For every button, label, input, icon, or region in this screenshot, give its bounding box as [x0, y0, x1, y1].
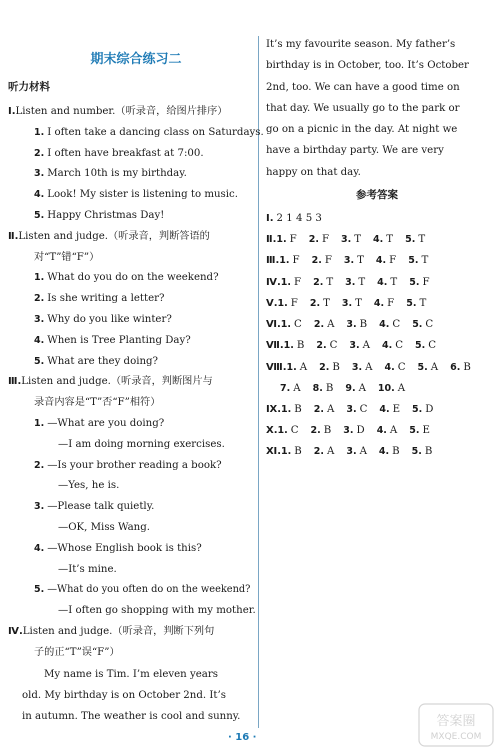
answer-item	[376, 255, 396, 266]
answer-item	[279, 255, 299, 266]
answer-roman: Ⅵ.	[266, 319, 281, 331]
answer-number: 2.	[308, 234, 319, 246]
item-number: 4.	[34, 189, 45, 201]
answer-item	[345, 277, 365, 288]
answer-number: 6.	[450, 361, 461, 373]
answer-number: 1.	[279, 255, 290, 267]
answer-number: 5.	[409, 276, 420, 288]
passage-line: It’s my favourite season. My father’s	[266, 39, 456, 50]
answer-number: 1.	[281, 446, 292, 458]
answer-item	[409, 277, 429, 288]
answer-item	[346, 404, 367, 415]
item-number: 3.	[34, 501, 45, 513]
answer-roman: Ⅰ.	[266, 213, 274, 225]
item-text: I often have breakfast at 7:00.	[47, 147, 204, 159]
answer-item	[417, 362, 438, 373]
answer-value: C	[392, 319, 401, 331]
answer-value: C	[329, 340, 338, 352]
answer-number: 4.	[378, 446, 390, 458]
answer-value: C	[290, 425, 299, 437]
answer-roman: Ⅶ.	[266, 340, 284, 352]
q4-instruction-line2: 子的正“T”误“F”）	[34, 646, 120, 658]
dialogue-question	[20, 456, 252, 477]
item-text: What are they doing?	[47, 355, 159, 367]
answer-row	[266, 420, 488, 441]
dialogue-answer: —I often go shopping with my mother.	[58, 605, 256, 617]
answer-row	[266, 293, 488, 314]
answer-item	[412, 319, 433, 330]
answer-item	[349, 340, 370, 351]
item-text: Happy Christmas Day!	[47, 209, 165, 221]
svg-text:MXQE.COM: MXQE.COM	[430, 732, 482, 742]
answer-value: A	[359, 446, 367, 458]
answer-item	[313, 383, 334, 394]
answer-value: B	[296, 340, 305, 352]
q3-roman: Ⅲ.	[8, 376, 22, 388]
answer-value: E	[392, 403, 401, 415]
passage-right	[266, 34, 488, 183]
answer-item	[405, 234, 425, 245]
q1-instruction-text: Listen and number.（听录音，给图片排序）	[15, 106, 228, 117]
answer-item	[310, 298, 330, 309]
answer-item	[346, 319, 367, 330]
q4-instruction	[8, 622, 252, 643]
answer-value: C	[425, 319, 434, 331]
answer-item	[319, 362, 340, 373]
q1-roman: Ⅰ.	[8, 106, 16, 117]
answer-row	[266, 208, 488, 229]
answer-value: T	[355, 297, 362, 309]
answer-value: B	[359, 319, 368, 331]
answer-item	[450, 362, 471, 373]
dialogue-question	[20, 580, 252, 601]
answer-number: 5.	[408, 255, 419, 267]
item-text: What do you do on the weekend?	[47, 272, 219, 284]
passage-line: happy on that day.	[266, 166, 361, 178]
answer-value: B	[463, 361, 471, 373]
answer-roman: Ⅲ.	[266, 255, 280, 267]
dialogue-question	[20, 414, 252, 435]
answer-item	[412, 404, 433, 415]
list-item	[20, 185, 252, 206]
item-number: 2.	[34, 459, 45, 471]
answer-value: T	[354, 234, 362, 246]
dialogue-question	[20, 539, 252, 560]
right-column	[266, 40, 488, 463]
answer-value: C	[397, 361, 406, 373]
answer-value: A	[389, 425, 398, 437]
answer-number: 3.	[346, 403, 357, 415]
item-text: When is Tree Planting Day?	[47, 334, 191, 346]
answer-row	[266, 272, 488, 293]
answer-number: 3.	[343, 255, 355, 267]
answer-number: 5.	[405, 234, 416, 246]
passage-line: old. My birthday is on October 2nd. It’s	[22, 689, 226, 701]
dialogue-answer: —I am doing morning exercises.	[58, 438, 225, 450]
answer-item	[373, 234, 393, 245]
passage-line: in autumn. The weather is cool and sunny.	[22, 711, 241, 723]
answer-number: 2.	[313, 276, 324, 288]
answer-value: B	[325, 382, 334, 394]
answer-value: C	[359, 403, 368, 415]
answer-value: E	[422, 425, 430, 437]
answer-item	[342, 298, 362, 309]
passage-line: go on a picnic in the day. At night we	[266, 124, 458, 136]
answer-number: 3.	[349, 340, 360, 352]
answer-roman: Ⅷ.	[266, 361, 287, 373]
answer-value: 2 1 4 5 3	[276, 213, 322, 225]
answer-item	[276, 234, 296, 245]
item-number: 3.	[34, 313, 45, 325]
answers-heading: 参考答案	[356, 189, 398, 202]
answer-item	[274, 213, 322, 224]
answer-value: T	[358, 276, 366, 288]
answer-number: 4.	[379, 403, 390, 415]
answer-number: 4.	[373, 234, 384, 246]
answer-item	[281, 277, 301, 288]
answer-item	[382, 340, 403, 351]
answer-value: D	[425, 403, 434, 415]
dialogue-answer: —OK, Miss Wang.	[58, 521, 150, 533]
q3-instruction-line2: 录音内容是“T”否“F”相符）	[34, 397, 161, 409]
answer-value: F	[324, 255, 332, 267]
passage-line: have a birthday party. We are very	[266, 145, 444, 157]
answer-item	[346, 446, 367, 457]
answer-row	[266, 399, 488, 420]
answer-number: 1.	[286, 361, 297, 373]
answer-value: C	[294, 319, 302, 331]
answer-number: 3.	[346, 319, 357, 331]
answer-value: C	[428, 340, 437, 352]
answer-value: F	[321, 234, 330, 246]
answer-number: 1.	[283, 340, 294, 352]
answer-value: F	[389, 255, 397, 267]
answer-item	[280, 383, 301, 394]
passage-left	[20, 664, 252, 728]
answer-number: 3.	[341, 234, 352, 246]
item-number: 2.	[34, 293, 45, 305]
answer-value: F	[290, 297, 298, 309]
q1-instruction	[8, 102, 252, 123]
answer-item	[341, 234, 361, 245]
answer-number: 3.	[345, 276, 356, 288]
q2-instruction	[8, 227, 252, 248]
answer-item	[343, 425, 364, 436]
answer-value: T	[390, 276, 398, 288]
answer-item	[406, 298, 426, 309]
answer-value: B	[332, 361, 340, 373]
answer-value: A	[362, 340, 371, 352]
answer-number: 5.	[417, 361, 428, 373]
passage-line: birthday is in October, too. It’s October	[266, 60, 469, 72]
answer-number: 4.	[382, 340, 393, 352]
answer-number: 5.	[412, 319, 423, 331]
answer-item	[408, 255, 428, 266]
answer-number: 5.	[415, 340, 426, 352]
answer-number: 3.	[343, 425, 354, 437]
answer-item	[377, 277, 397, 288]
item-text: —Is your brother reading a book?	[47, 459, 222, 471]
answer-roman: Ⅹ.	[266, 425, 278, 437]
list-item	[20, 352, 252, 373]
item-number: 5.	[34, 355, 45, 367]
item-text: —Whose English book is this?	[47, 542, 202, 554]
answer-value: A	[326, 403, 335, 415]
svg-text:答案圈: 答案圈	[436, 714, 476, 729]
answer-roman: Ⅺ.	[266, 446, 281, 458]
answer-value: F	[387, 297, 395, 309]
list-item	[20, 289, 252, 310]
list-item	[20, 144, 252, 165]
answer-number: 8.	[312, 382, 323, 394]
item-text: Why do you like winter?	[47, 313, 172, 325]
answer-value: A	[293, 382, 301, 394]
section-heading-listening: 听力材料	[8, 81, 50, 93]
answer-value: F	[294, 276, 302, 288]
answer-number: 4.	[377, 276, 388, 288]
list-item	[20, 310, 252, 331]
answer-number: 2.	[319, 361, 330, 373]
item-number: 4.	[34, 334, 45, 346]
answer-row	[266, 441, 488, 462]
answer-item	[379, 446, 400, 457]
answer-value: T	[419, 297, 427, 309]
answer-item	[377, 425, 398, 436]
watermark-logo	[418, 703, 494, 747]
answer-number: 7.	[280, 382, 291, 394]
answer-roman: Ⅱ.	[266, 234, 277, 246]
answer-value: T	[357, 255, 364, 267]
answer-number: 2.	[313, 446, 324, 458]
answer-row	[266, 250, 488, 271]
answer-item	[314, 319, 335, 330]
answer-number: 1.	[280, 276, 292, 288]
answer-value: B	[323, 425, 332, 437]
answer-value: F	[289, 234, 297, 246]
answer-number: 1.	[276, 234, 287, 246]
answer-number: 2.	[311, 255, 322, 267]
answer-roman: Ⅴ.	[266, 297, 278, 309]
answer-number: 1.	[281, 403, 292, 415]
answer-value: T	[326, 276, 334, 288]
answer-row	[266, 314, 488, 335]
answer-number: 3.	[346, 446, 357, 458]
answer-number: 4.	[376, 425, 387, 437]
answer-number: 2.	[313, 319, 325, 331]
answer-value: A	[326, 446, 335, 458]
answer-item	[316, 340, 337, 351]
answer-number: 2.	[310, 425, 321, 437]
page-title: 期末综合练习二	[90, 52, 182, 67]
q4-instruction-line1: Listen and judge.（听录音，判断下列句	[22, 625, 215, 637]
answer-row	[266, 229, 488, 250]
answer-number: 5.	[406, 297, 417, 309]
answer-roman: Ⅸ.	[266, 403, 282, 415]
answer-value: B	[392, 446, 400, 458]
answer-number: 9.	[345, 382, 356, 394]
answer-number: 2.	[316, 340, 327, 352]
left-column	[8, 40, 264, 727]
item-number: 1.	[34, 126, 45, 138]
q3-instruction	[8, 372, 252, 393]
answer-number: 4.	[379, 319, 390, 331]
item-number: 1.	[34, 272, 45, 284]
answer-row	[266, 357, 488, 378]
answer-value: T	[323, 297, 330, 309]
answer-roman: Ⅳ.	[266, 276, 281, 288]
item-text: Is she writing a letter?	[47, 293, 165, 305]
answer-item	[278, 425, 299, 436]
passage-line: that day. We usually go to the park or	[266, 102, 460, 114]
dialogue-answer: —It’s mine.	[58, 563, 117, 575]
passage-line: My name is Tim. I’m eleven years	[44, 668, 218, 680]
answer-number: 5.	[412, 403, 423, 415]
answer-key	[266, 208, 488, 462]
answer-value: A	[358, 382, 366, 394]
q4-roman: Ⅳ.	[8, 625, 23, 637]
answer-item	[281, 404, 302, 415]
answer-value: B	[424, 446, 433, 458]
item-text: I often take a dancing class on Saturdays.	[47, 126, 264, 138]
item-number: 4.	[34, 542, 45, 554]
answer-number: 5.	[409, 425, 420, 437]
answer-value: A	[430, 361, 439, 373]
answer-item	[284, 340, 305, 351]
answer-item	[311, 425, 332, 436]
list-item	[20, 206, 252, 227]
passage-line: 2nd, too. We can have a good time on	[266, 81, 460, 93]
item-number: 5.	[34, 209, 45, 221]
answer-item	[378, 383, 405, 394]
page-number: · 16 ·	[228, 732, 257, 743]
answer-value: A	[365, 361, 373, 373]
answer-number: 4.	[373, 297, 385, 309]
q2-roman: Ⅱ.	[8, 230, 19, 242]
answer-value: T	[421, 255, 429, 267]
answer-row	[266, 378, 488, 399]
answer-number: 10.	[377, 382, 395, 394]
answer-item	[409, 425, 430, 436]
item-text: —Please talk quietly.	[47, 501, 155, 513]
answer-item	[415, 340, 436, 351]
item-number: 5.	[34, 584, 45, 596]
answer-number: 5.	[411, 446, 422, 458]
answer-item	[352, 362, 373, 373]
answer-number: 2.	[313, 403, 324, 415]
answer-item	[312, 255, 332, 266]
item-text: —What do you often do on the weekend?	[47, 584, 251, 596]
answer-item	[379, 319, 400, 330]
answer-item	[374, 298, 394, 309]
item-number: 2.	[34, 147, 45, 159]
item-text: —What are you doing?	[47, 417, 165, 429]
answer-item	[314, 446, 335, 457]
answer-item	[313, 277, 333, 288]
answer-number: 1.	[277, 297, 288, 309]
answer-item	[287, 362, 308, 373]
item-text: March 10th is my birthday.	[47, 168, 187, 180]
answer-number: 3.	[351, 361, 363, 373]
answer-item	[412, 446, 433, 457]
answer-value: C	[395, 340, 404, 352]
answer-item	[344, 255, 364, 266]
answer-item	[281, 319, 302, 330]
answer-value: A	[299, 361, 308, 373]
answer-number: 4.	[375, 255, 387, 267]
answer-item	[345, 383, 366, 394]
q3-instruction-line1: Listen and judge.（听录音，判断图片与	[21, 376, 213, 388]
dialogue-question	[20, 497, 252, 518]
list-item	[20, 331, 252, 352]
answer-number: 3.	[341, 297, 353, 309]
answer-item	[309, 234, 329, 245]
answer-value: F	[422, 276, 430, 288]
answer-value: B	[294, 403, 302, 415]
item-number: 3.	[34, 168, 45, 180]
q2-instruction-line2: 对“T”错“F”）	[34, 251, 100, 263]
answer-item	[281, 446, 302, 457]
answer-value: T	[418, 234, 426, 246]
list-item	[20, 268, 252, 289]
answer-value: F	[292, 255, 300, 267]
answer-value: D	[356, 425, 365, 437]
item-number: 1.	[34, 417, 45, 429]
answer-item	[384, 362, 405, 373]
answer-number: 4.	[384, 361, 395, 373]
answer-number: 1.	[277, 425, 288, 437]
item-text: Look! My sister is listening to music.	[47, 189, 238, 201]
list-item	[20, 164, 252, 185]
answer-row	[266, 335, 488, 356]
answer-value: A	[397, 382, 406, 394]
answer-number: 1.	[280, 319, 292, 331]
answer-item	[314, 404, 335, 415]
answer-value: T	[386, 234, 394, 246]
q2-instruction-line1: Listen and judge.（听录音，判断答语的	[18, 230, 210, 242]
answer-number: 2.	[309, 297, 321, 309]
answer-item	[379, 404, 400, 415]
list-item	[20, 123, 264, 144]
answer-item	[278, 298, 298, 309]
dialogue-answer: —Yes, he is.	[58, 480, 120, 492]
answer-value: B	[294, 446, 302, 458]
answer-value: A	[327, 319, 335, 331]
